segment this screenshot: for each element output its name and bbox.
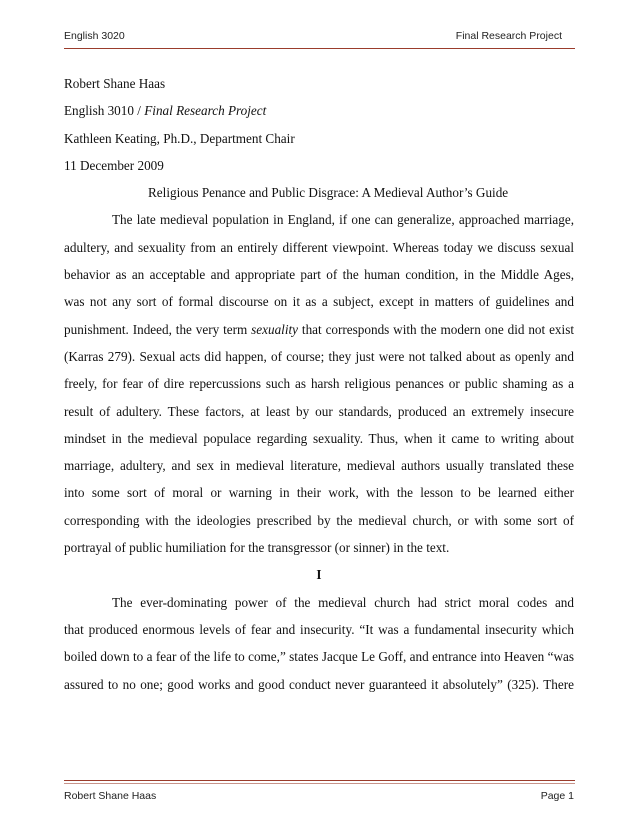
header-right: Final Research Project bbox=[455, 30, 562, 42]
document-body bbox=[64, 70, 574, 698]
footer-rule-thin bbox=[64, 783, 575, 784]
footer-left: Robert Shane Haas bbox=[64, 790, 157, 802]
paragraph-line: marriage, adultery, and sex in medieval literature, medieval authors usually translated these bbox=[64, 458, 574, 474]
course-prefix: English 3010 / bbox=[64, 103, 145, 119]
author-line: Robert Shane Haas bbox=[64, 76, 166, 91]
italic-term: sexuality bbox=[251, 321, 299, 337]
paragraph-line: mindset in the medieval populace regarding sexuality. Thus, when it came to writing about bbox=[64, 430, 574, 446]
paragraph-line: The late medieval population in England, if one can generalize, approached marriage, bbox=[112, 212, 574, 228]
paragraph-line: adultery, and sexuality from an entirely different viewpoint. Whereas today we discuss sexual bbox=[64, 239, 574, 255]
paragraph-line: The ever-dominating power of the medieval church had strict moral codes and bbox=[112, 594, 574, 610]
paragraph-line: freely, for fear of dire repercussions such as harsh religious penances or public shaming as a bbox=[64, 376, 574, 392]
paper-title: Religious Penance and Public Disgrace: A Medieval Author’s Guide bbox=[148, 185, 509, 201]
paragraph-2 bbox=[64, 589, 574, 698]
instructor-line: Kathleen Keating, Ph.D., Department Chair bbox=[64, 130, 295, 146]
paragraph-line: was not any sort of formal discourse on it as a subject, except in matters of guidelines and bbox=[64, 294, 574, 310]
page-number: Page 1 bbox=[540, 790, 574, 802]
paragraph-1 bbox=[64, 206, 574, 561]
paragraph-line: assured to no one; good works and good conduct never guaranteed it absolutely” (325). There bbox=[64, 676, 574, 692]
page-footer bbox=[64, 790, 574, 804]
course-title: Final Research Project bbox=[144, 103, 267, 119]
section-heading: I bbox=[316, 567, 322, 583]
paragraph-line: into some sort of moral or warning in their work, with the lesson to be learned either bbox=[64, 485, 574, 501]
paragraph-line: behavior as an acceptable and appropriate part of the human condition, in the Middle Ages, bbox=[64, 267, 574, 283]
text-run: that corresponds with the modern one did not exist bbox=[298, 321, 574, 337]
paragraph-line: result of adultery. These factors, at least by our standards, produced an extremely insecure bbox=[64, 403, 574, 419]
text-run: punishment. Indeed, the very term bbox=[64, 321, 252, 337]
course-line bbox=[64, 97, 574, 124]
paragraph-line: that produced enormous levels of fear and insecurity. “It was a fundamental insecurity which bbox=[64, 621, 574, 637]
paragraph-line: boiled down to a fear of the life to come,” states Jacque Le Goff, and entrance into Heaven “was bbox=[64, 649, 574, 665]
paragraph-line bbox=[64, 316, 574, 343]
header-rule bbox=[64, 48, 575, 49]
footer-rule bbox=[64, 780, 575, 781]
paragraph-line: portrayal of public humiliation for the transgressor (or sinner) in the text. bbox=[64, 540, 450, 556]
header-left: English 3020 bbox=[64, 30, 125, 42]
paragraph-line: (Karras 279). Sexual acts did happen, of course; they just were not talked about as openly and bbox=[64, 348, 574, 364]
page-header bbox=[64, 30, 574, 44]
date-line: 11 December 2009 bbox=[64, 157, 164, 173]
paragraph-line: corresponding with the ideologies prescribed by the medieval church, or with some sort of bbox=[64, 512, 574, 528]
